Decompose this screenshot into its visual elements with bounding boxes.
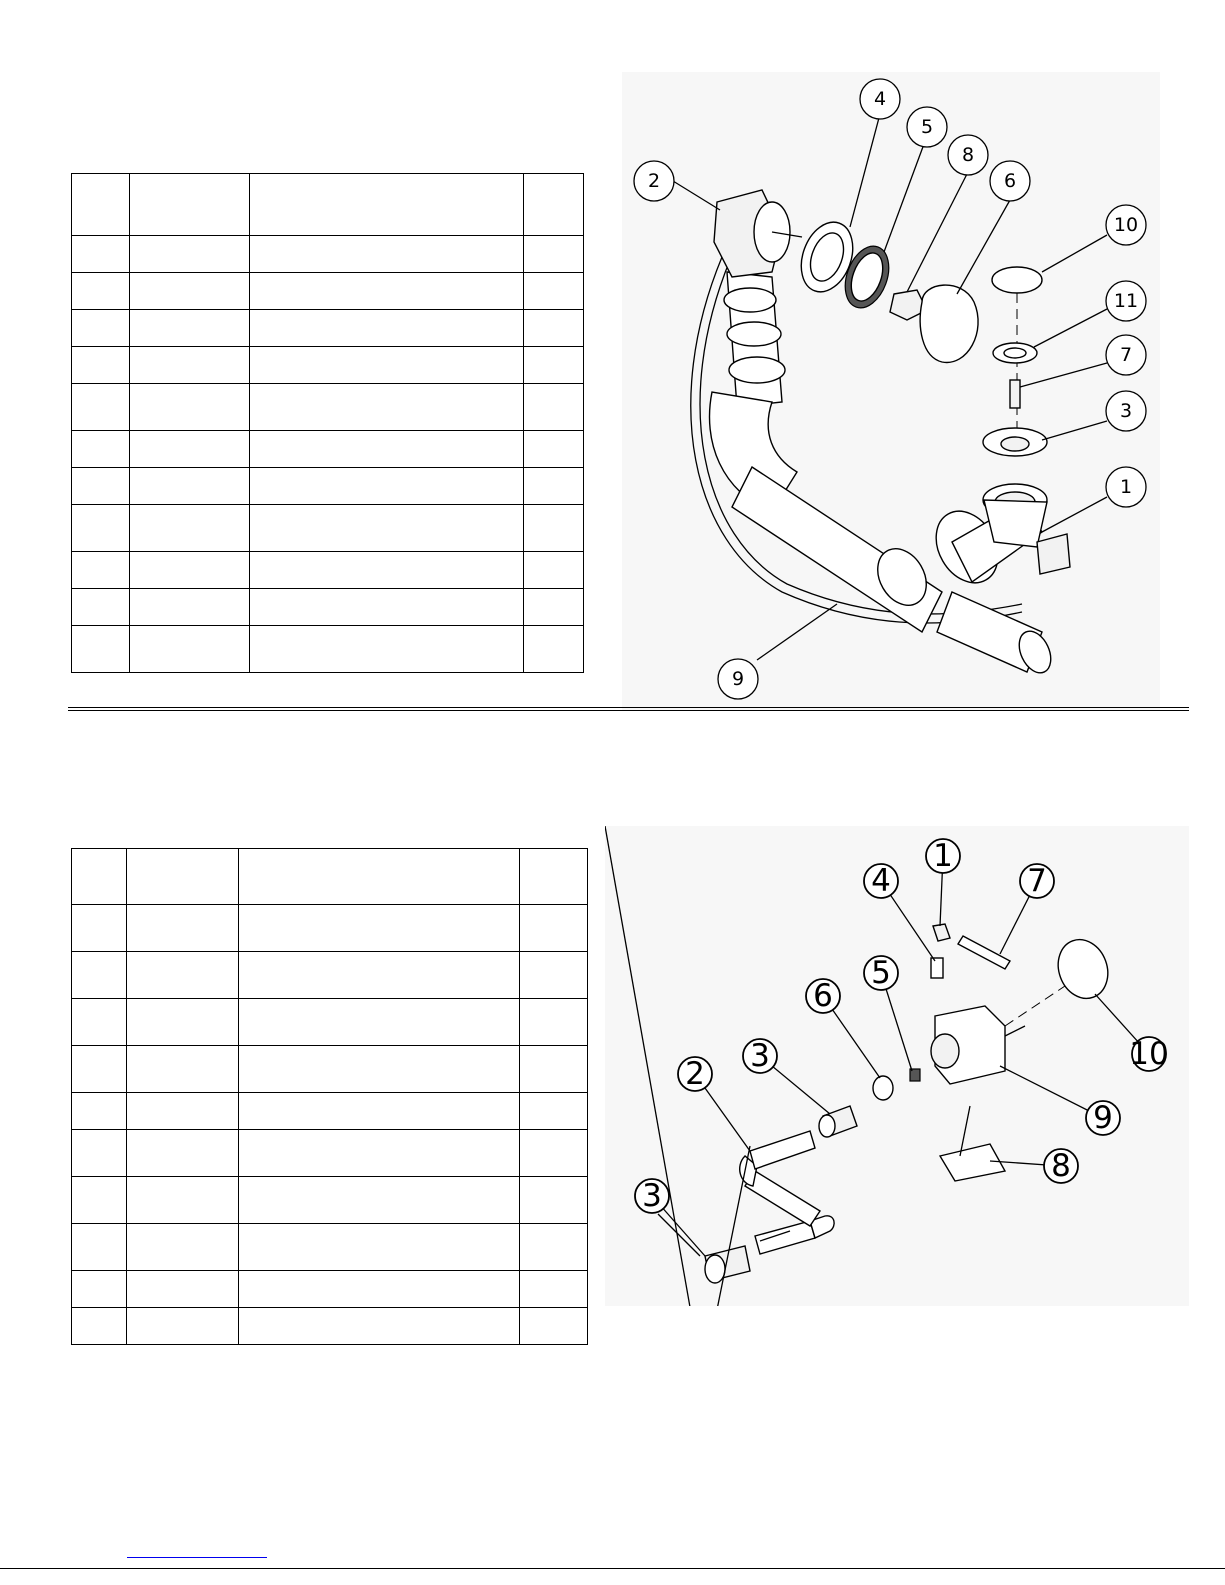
balloon-5 <box>864 955 898 991</box>
table-cell <box>524 384 584 431</box>
pump-inlet <box>931 1034 959 1068</box>
table-cell <box>72 552 130 589</box>
svg-text:2: 2 <box>647 170 661 192</box>
balloon-7-label: 7 <box>1027 863 1047 899</box>
table-row <box>72 1177 588 1224</box>
table-row <box>72 236 584 273</box>
table-cell <box>524 347 584 384</box>
drain-assembly-drawing <box>622 72 1160 710</box>
table-cell <box>524 273 584 310</box>
table-row <box>72 468 584 505</box>
table-cell <box>520 1308 588 1345</box>
table-cell <box>520 1224 588 1271</box>
table-row <box>72 552 584 589</box>
table-cell <box>250 347 524 384</box>
table-cell <box>72 1224 127 1271</box>
table-cell <box>239 1046 520 1093</box>
balloon-2 <box>634 161 674 201</box>
balloon-8 <box>948 135 988 175</box>
table-cell <box>127 1093 239 1130</box>
balloon-6 <box>990 161 1030 201</box>
table-cell <box>72 626 130 673</box>
svg-text:4: 4 <box>873 88 887 110</box>
table-cell <box>127 1177 239 1224</box>
table-cell <box>250 468 524 505</box>
table-cell <box>72 505 130 552</box>
svg-text:6: 6 <box>1003 170 1017 192</box>
balloon-8 <box>1044 1148 1078 1184</box>
table-cell <box>239 1177 520 1224</box>
balloon-1 <box>1106 467 1146 507</box>
table-cell <box>72 431 130 468</box>
svg-text:1: 1 <box>1119 476 1133 498</box>
table-cell <box>130 431 250 468</box>
table-cell <box>130 273 250 310</box>
table-cell <box>239 999 520 1046</box>
table-cell <box>130 552 250 589</box>
table-cell <box>250 589 524 626</box>
table-row <box>72 273 584 310</box>
balloon-9 <box>718 659 758 699</box>
table-header-row <box>72 174 584 236</box>
table-cell <box>524 626 584 673</box>
table-header-cell <box>250 174 524 236</box>
table-row <box>72 1130 588 1177</box>
table-cell <box>520 905 588 952</box>
table-cell <box>239 1093 520 1130</box>
table-cell <box>127 905 239 952</box>
table-cell <box>524 431 584 468</box>
table-cell <box>72 273 130 310</box>
balloon-2-label: 2 <box>685 1056 705 1092</box>
svg-text:5: 5 <box>920 116 934 138</box>
balloon-11 <box>1106 281 1146 321</box>
table-row <box>72 626 584 673</box>
table-cell <box>250 626 524 673</box>
table-cell <box>239 1224 520 1271</box>
table-cell <box>524 236 584 273</box>
table-cell <box>72 236 130 273</box>
table-cell <box>72 952 127 999</box>
table-cell <box>127 952 239 999</box>
table-cell <box>127 1130 239 1177</box>
svg-text:7: 7 <box>1119 344 1133 366</box>
table-cell <box>72 999 127 1046</box>
balloon-3-lower <box>635 1178 669 1214</box>
table-cell <box>127 1308 239 1345</box>
pipe-coupling-2 <box>727 322 781 346</box>
table-row <box>72 431 584 468</box>
table-cell <box>72 1130 127 1177</box>
table-row <box>72 1308 588 1345</box>
table-header-cell <box>72 174 130 236</box>
table-cell <box>520 1046 588 1093</box>
table-cell <box>250 236 524 273</box>
table-cell <box>250 384 524 431</box>
table-row <box>72 589 584 626</box>
table-cell <box>239 1308 520 1345</box>
balloon-3 <box>1106 391 1146 431</box>
table-cell <box>130 310 250 347</box>
balloon-9 <box>1086 1100 1120 1136</box>
parts-table-2 <box>71 848 588 1345</box>
table-header-cell <box>130 174 250 236</box>
balloon-4-label: 4 <box>871 863 891 899</box>
table-cell <box>524 589 584 626</box>
svg-text:8: 8 <box>961 144 975 166</box>
table-cell <box>239 1130 520 1177</box>
table-cell <box>524 468 584 505</box>
table-header-cell <box>72 849 127 905</box>
footer-link-underline[interactable] <box>127 1557 267 1558</box>
svg-text:9: 9 <box>731 668 745 690</box>
table-cell <box>130 468 250 505</box>
table-cell <box>72 1177 127 1224</box>
table-row <box>72 505 584 552</box>
parts-table-1 <box>71 173 584 673</box>
table-row <box>72 1271 588 1308</box>
table-cell <box>130 626 250 673</box>
table-header-row <box>72 849 588 905</box>
balloon-3-upper-label: 3 <box>750 1038 770 1074</box>
table-cell <box>520 1130 588 1177</box>
balloon-3-upper <box>743 1038 777 1074</box>
table-header-cell <box>127 849 239 905</box>
footer-rule <box>0 1568 1225 1569</box>
balloon-9-label: 9 <box>1093 1100 1113 1136</box>
table-cell <box>250 552 524 589</box>
table-cell <box>250 505 524 552</box>
table-cell <box>250 310 524 347</box>
table-cell <box>72 589 130 626</box>
table-cell <box>520 999 588 1046</box>
table-row <box>72 384 584 431</box>
svg-text:11: 11 <box>1113 290 1139 312</box>
table-header-cell <box>239 849 520 905</box>
table-row <box>72 347 584 384</box>
balloon-10-label: 10 <box>1129 1036 1169 1072</box>
table-header-cell <box>524 174 584 236</box>
table-cell <box>130 384 250 431</box>
balloon-7 <box>1020 863 1054 899</box>
balloon-6 <box>806 978 840 1014</box>
bushing <box>873 1076 893 1100</box>
table-cell <box>239 905 520 952</box>
table-cell <box>72 384 130 431</box>
drain-strainer-center <box>1001 437 1029 451</box>
table-cell <box>250 273 524 310</box>
table-cell <box>250 431 524 468</box>
svg-text:10: 10 <box>1113 214 1139 236</box>
pipe-coupling-3 <box>729 357 785 383</box>
table-row <box>72 952 588 999</box>
coupling-lower-end <box>705 1255 725 1283</box>
stopper-cap <box>992 267 1042 293</box>
pump-assembly-drawing <box>605 826 1189 1306</box>
table-cell <box>72 310 130 347</box>
balloon-4 <box>864 863 898 899</box>
table-cell <box>72 1093 127 1130</box>
table-cell <box>127 1224 239 1271</box>
balloon-5-label: 5 <box>871 955 891 991</box>
drain-bracket <box>1037 534 1070 574</box>
table-cell <box>72 347 130 384</box>
section-divider <box>68 707 1189 711</box>
table-cell <box>127 999 239 1046</box>
adapter <box>931 958 943 978</box>
balloon-10 <box>1106 205 1146 245</box>
table-row <box>72 1224 588 1271</box>
stopper-stud <box>1010 380 1020 408</box>
table-cell <box>520 1093 588 1130</box>
balloon-5 <box>907 107 947 147</box>
coupling-upper-end <box>819 1115 835 1137</box>
table-cell <box>524 552 584 589</box>
table-row <box>72 999 588 1046</box>
parts-table-1-body <box>72 174 584 673</box>
table-cell <box>130 505 250 552</box>
table-cell <box>239 952 520 999</box>
balloon-3-lower-label: 3 <box>642 1178 662 1214</box>
pipe-coupling-1 <box>724 288 776 312</box>
parts-table-2-body <box>72 849 588 1345</box>
table-row <box>72 1046 588 1093</box>
table-cell <box>72 1308 127 1345</box>
balloon-8-label: 8 <box>1051 1148 1071 1184</box>
table-cell <box>524 310 584 347</box>
balloon-4 <box>860 79 900 119</box>
balloon-1 <box>926 838 960 874</box>
table-row <box>72 1093 588 1130</box>
table-cell <box>72 468 130 505</box>
balloon-6-label: 6 <box>813 978 833 1014</box>
table-row <box>72 310 584 347</box>
balloon-2 <box>678 1056 712 1092</box>
table-cell <box>72 1046 127 1093</box>
balloon-7 <box>1106 335 1146 375</box>
drain-body-shoe <box>984 500 1047 547</box>
table-cell <box>520 1177 588 1224</box>
table-cell <box>520 952 588 999</box>
table-cell <box>239 1271 520 1308</box>
table-cell <box>72 905 127 952</box>
table-cell <box>127 1046 239 1093</box>
balloon-1-label: 1 <box>933 838 953 874</box>
balloon-10 <box>1129 1036 1168 1072</box>
table-cell <box>130 589 250 626</box>
svg-text:3: 3 <box>1119 400 1133 422</box>
table-cell <box>524 505 584 552</box>
drain-washer-hole <box>1004 348 1026 358</box>
table-cell <box>520 1271 588 1308</box>
table-cell <box>130 236 250 273</box>
drawing-background <box>622 72 1160 710</box>
table-cell <box>72 1271 127 1308</box>
table-cell <box>130 347 250 384</box>
table-cell <box>127 1271 239 1308</box>
table-row <box>72 905 588 952</box>
table-header-cell <box>520 849 588 905</box>
